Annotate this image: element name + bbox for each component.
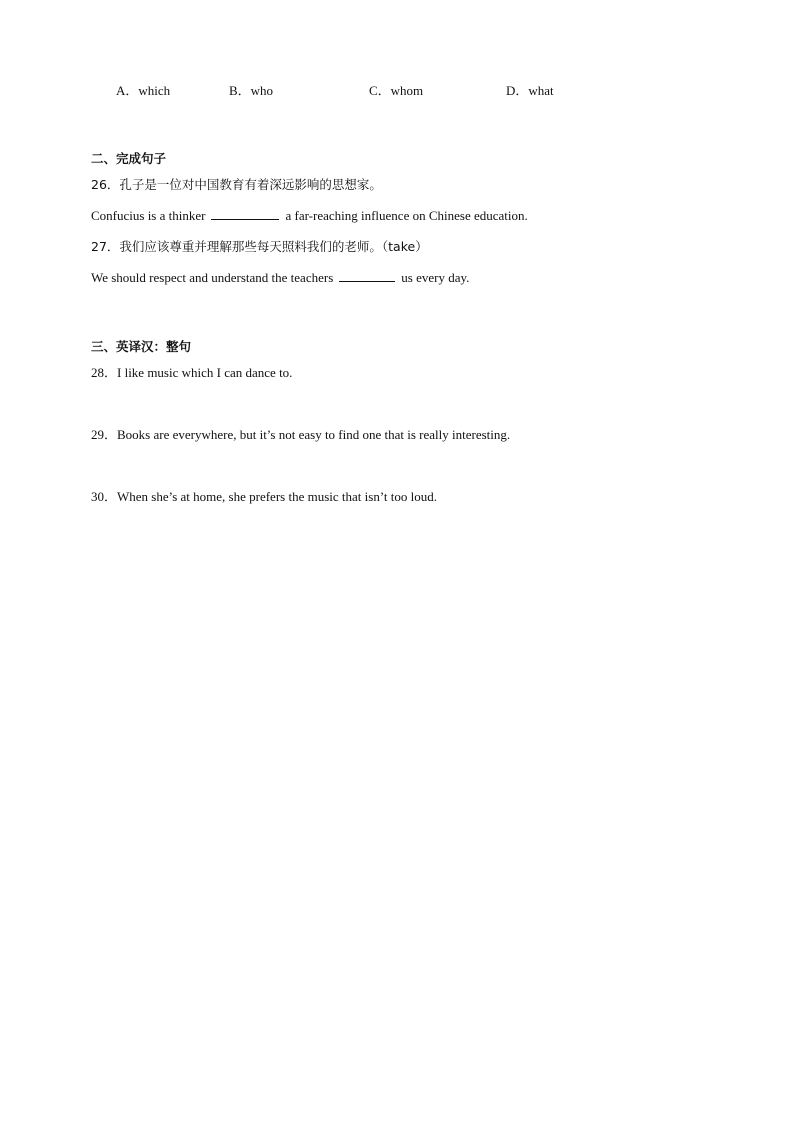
question-26-prompt: 26．孔子是一位对中国教育有着深远影响的思想家。 [91,177,382,192]
question-28: 28．I like music which I can dance to. [91,365,293,380]
option-b[interactable]: B．who [229,83,274,98]
options-row [0,82,794,100]
question-26-text-after: a far-reaching influence on Chinese education. [285,208,528,223]
section-heading-complete-sentences: 二、完成句子 [91,151,167,166]
section-heading-translation: 三、英译汉：整句 [91,339,192,354]
question-26-answer-blank[interactable] [211,207,279,220]
question-27-text-before: We should respect and understand the teachers [91,270,334,285]
question-26-text-before: Confucius is a thinker [91,208,206,223]
question-30: 30．When she’s at home, she prefers the music that isn’t too loud. [91,489,437,504]
question-29: 29．Books are everywhere, but it’s not easy to find one that is really interesting. [91,427,511,442]
option-d[interactable]: D．what [506,83,554,98]
question-26-sentence [91,207,528,225]
question-27-prompt: 27．我们应该尊重并理解那些每天照料我们的老师。（take） [91,239,428,254]
question-27-text-after: us every day. [401,270,470,285]
option-a[interactable]: A．which [116,83,171,98]
option-c[interactable]: C．whom [369,83,424,98]
question-27-answer-blank[interactable] [339,269,395,282]
question-27-sentence [91,269,469,287]
